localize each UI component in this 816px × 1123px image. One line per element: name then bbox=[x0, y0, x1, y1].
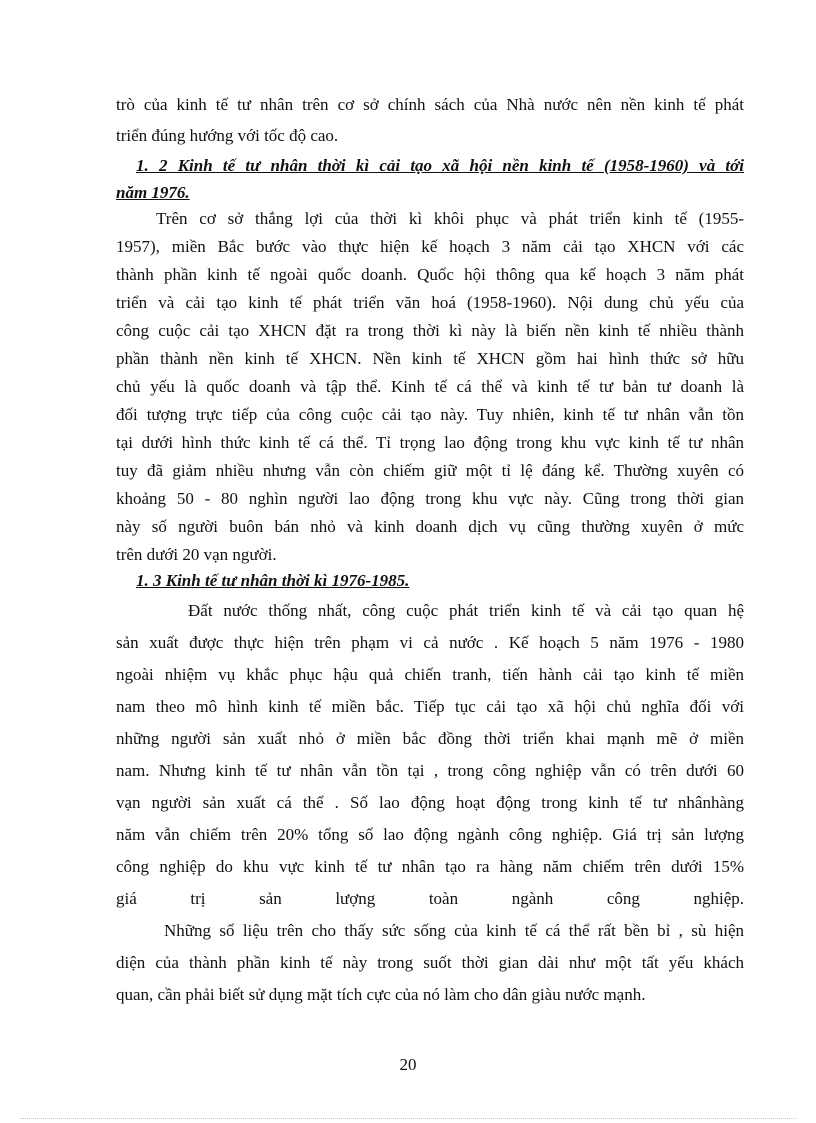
text-line: diện của thành phần kinh tế này trong suốt thời gian dài như một tất yếu khách bbox=[116, 953, 744, 972]
text-line: 1957), miền Bắc bước vào thực hiện kế hoạch 3 năm cải tạo XHCN với các bbox=[116, 237, 744, 256]
text-line: tuy đã giảm nhiều nhưng vẫn còn chiếm giữ một tỉ lệ đáng kể. Thường xuyên có bbox=[116, 461, 744, 480]
text-line: Những số liệu trên cho thấy sức sống của kinh tế cá thể rất bền bỉ , sù hiện bbox=[164, 921, 744, 940]
text-line: chủ yếu là quốc doanh và tập thể. Kinh tế cá thể và kinh tế tư bản tư doanh là bbox=[116, 377, 744, 396]
text-line: triển và cải tạo kinh tế phát triển văn hoá (1958-1960). Nội dung chủ yếu của bbox=[116, 293, 744, 312]
text-line: Đất nước thống nhất, công cuộc phát triển kinh tế và cải tạo quan hệ bbox=[188, 601, 744, 620]
text-line: vạn người sản xuất cá thể . Số lao động hoạt động trong kinh tế tư nhânhàng bbox=[116, 793, 744, 812]
section-heading-1-3: 1. 3 Kinh tế tư nhân thời kì 1976-1985. bbox=[136, 571, 410, 590]
text-line: tại dưới hình thức kinh tế cá thể. Tỉ trọng lao động trong khu vực kinh tế tư nhân bbox=[116, 433, 744, 452]
text-line: phần thành nền kinh tế XHCN. Nền kinh tế XHCN gồm hai hình thức sở hữu bbox=[116, 349, 744, 368]
text-line: công cuộc cải tạo XHCN đặt ra trong thời kì này là biến nền kinh tế nhiều thành bbox=[116, 321, 744, 340]
text-line: đối tượng trực tiếp của công cuộc cải tạo này. Tuy nhiên, kinh tế tư nhân vẫn tồn bbox=[116, 405, 744, 424]
text-line: công nghiệp do khu vực kinh tế tư nhân tạo ra hàng năm chiếm trên dưới 15% bbox=[116, 857, 744, 876]
text-line: giá trị sản lượng toàn ngành công nghiệp. bbox=[116, 889, 744, 908]
text-line: quan, cần phải biết sử dụng mặt tích cực của nó làm cho dân giàu nước mạnh. bbox=[116, 985, 646, 1004]
page-number: 20 bbox=[399, 1055, 417, 1074]
text-line: những người sản xuất nhỏ ở miền bắc đồng thời triển khai mạnh mẽ ở miền bbox=[116, 729, 744, 748]
text-line: năm vẫn chiếm trên 20% tổng số lao động ngành công nghiệp. Giá trị sản lượng bbox=[116, 825, 744, 844]
text-line: triển đúng hướng với tốc độ cao. bbox=[116, 126, 339, 145]
text-line: sản xuất được thực hiện trên phạm vi cả nước . Kế hoạch 5 năm 1976 - 1980 bbox=[116, 633, 744, 652]
text-line: khoảng 50 - 80 nghìn người lao động trong khu vực này. Cũng trong thời gian bbox=[116, 489, 744, 508]
text-line: nam. Nhưng kinh tế tư nhân vẫn tồn tại , trong công nghiệp vẫn có trên dưới 60 bbox=[116, 761, 744, 780]
text-line: trên dưới 20 vạn người. bbox=[116, 545, 277, 564]
section-heading-1-2: 1. 2 Kinh tế tư nhân thời kì cải tạo xã hội nền kinh tế (1958-1960) và tới bbox=[136, 156, 744, 175]
text-line: nam theo mô hình kinh tế miền bắc. Tiếp tục cải tạo xã hội chủ nghĩa đối với bbox=[116, 697, 744, 716]
text-line: Trên cơ sở thắng lợi của thời kì khôi phục và phát triển kinh tế (1955- bbox=[156, 209, 744, 228]
section-heading-1-2-cont: năm 1976. bbox=[116, 183, 190, 202]
text-line: trò của kinh tế tư nhân trên cơ sở chính sách của Nhà nước nên nền kinh tế phát bbox=[116, 95, 744, 114]
text-line: này số người buôn bán nhỏ và kinh doanh dịch vụ cũng thường xuyên ở mức bbox=[116, 517, 744, 536]
page-bottom-divider bbox=[20, 1118, 796, 1119]
text-line: ngoài nhiệm vụ khắc phục hậu quả chiến tranh, tiến hành cải tạo kinh tế miền bbox=[116, 665, 744, 684]
text-line: thành phần kinh tế ngoài quốc doanh. Quốc hội thông qua kế hoạch 3 năm phát bbox=[116, 265, 744, 284]
